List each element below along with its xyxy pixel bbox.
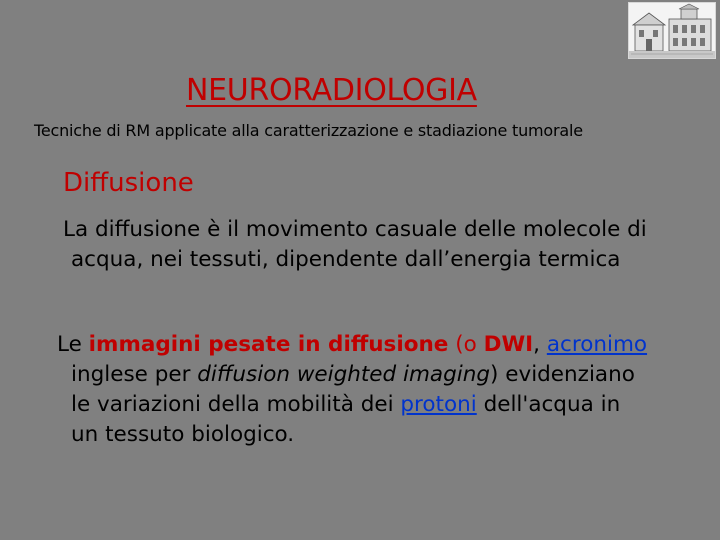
text-run: (o: [448, 332, 484, 357]
text-run: Le: [57, 332, 89, 357]
italic-term: diffusion weighted imaging: [197, 362, 491, 387]
paragraph-line: [57, 390, 707, 420]
page-title: NEURORADIOLOGIA: [186, 73, 477, 108]
subtitle: Tecniche di RM applicate alla caratterizzazione e stadiazione tumorale: [34, 121, 583, 140]
section-heading: Diffusione: [63, 168, 194, 198]
highlight-term: immagini pesate in diffusione: [88, 332, 449, 357]
paragraph-dwi: [57, 330, 707, 450]
paragraph-line: [57, 360, 707, 390]
text-run: inglese per: [71, 362, 198, 387]
paragraph-line: La diffusione è il movimento casuale delle molecole di: [63, 217, 647, 242]
paragraph-line: acqua, nei tessuti, dipendente dall’energia termica: [71, 247, 621, 272]
link-protoni[interactable]: protoni: [400, 392, 477, 417]
text-run: ) evidenziano: [490, 362, 635, 387]
paragraph-definition: [63, 215, 703, 275]
building-engraving-logo: [628, 2, 716, 59]
text-run: ,: [533, 332, 547, 357]
paragraph-line: [57, 330, 707, 360]
highlight-acronym: DWI: [483, 332, 534, 357]
text-run: le variazioni della mobilità dei: [71, 392, 401, 417]
paragraph-line: un tessuto biologico.: [71, 422, 295, 447]
text-run: dell'acqua in: [476, 392, 621, 417]
link-acronimo[interactable]: acronimo: [546, 332, 648, 357]
